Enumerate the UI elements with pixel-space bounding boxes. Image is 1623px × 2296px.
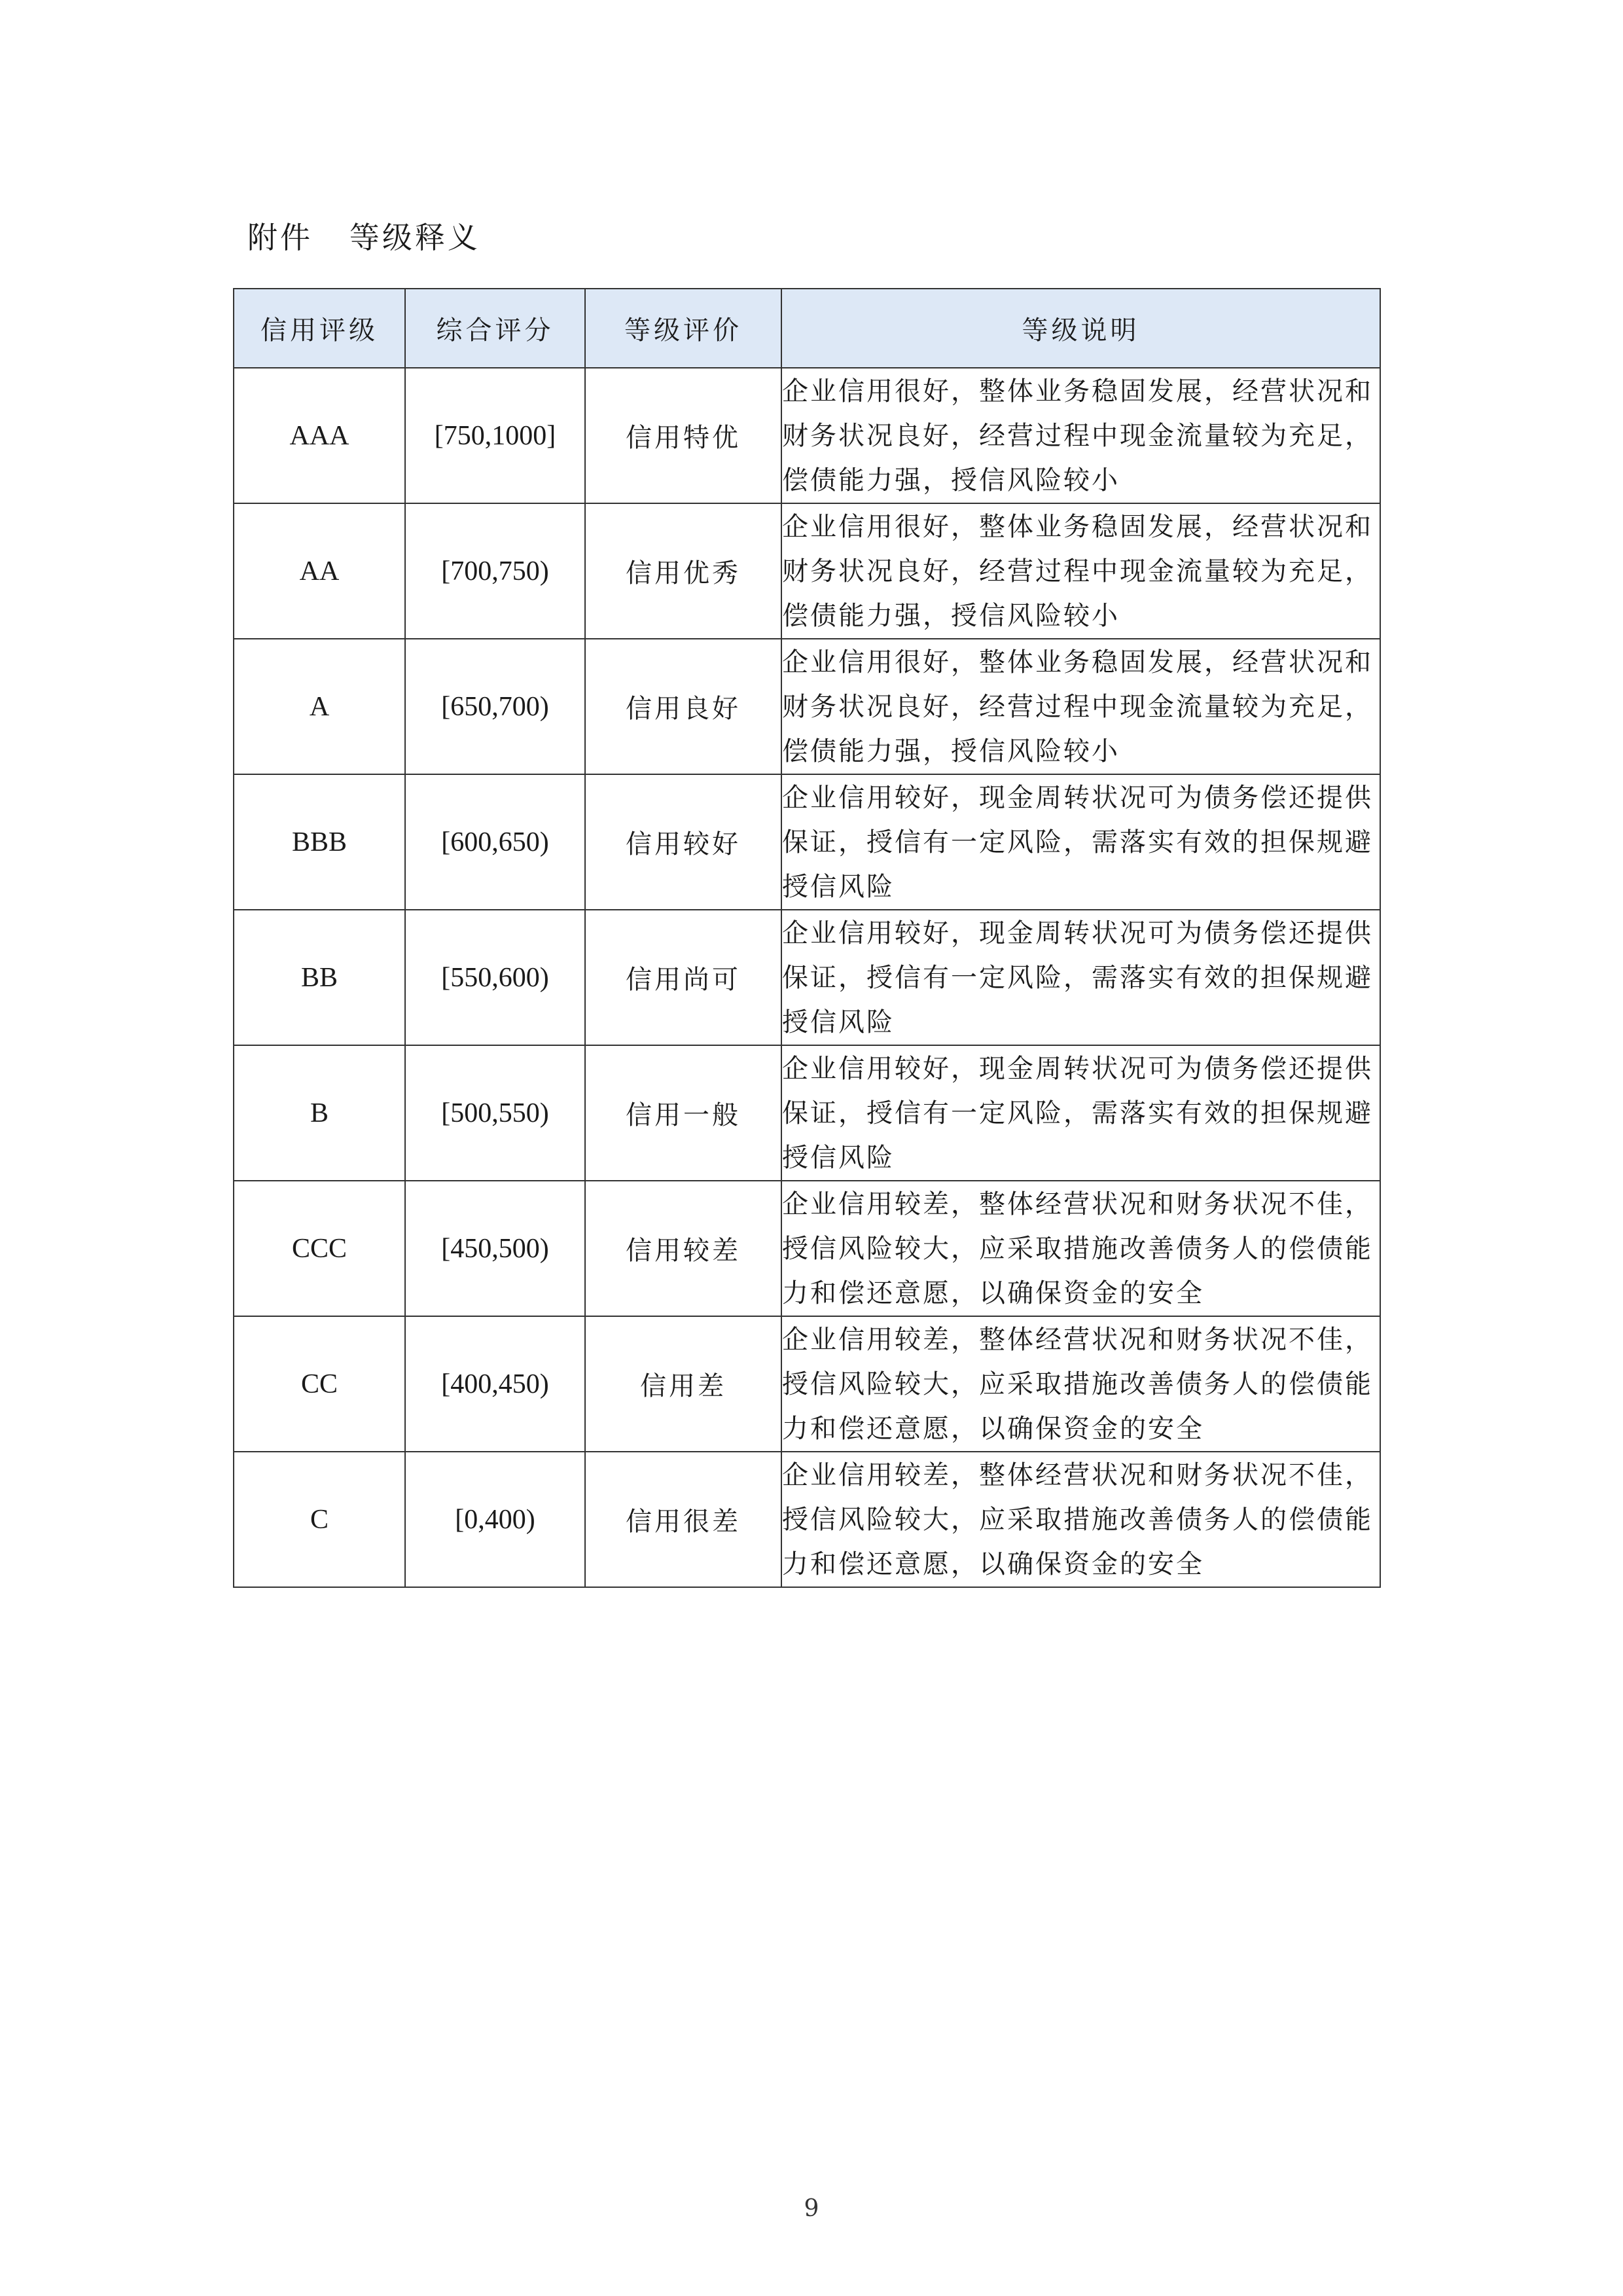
grade-evaluation-cell: 信用较好: [585, 774, 781, 910]
credit-rating-cell: AA: [234, 503, 405, 639]
document-heading: 附件 等级释义: [247, 220, 480, 255]
grade-description-cell: 企业信用较好，现金周转状况可为债务偿还提供保证，授信有一定风险，需落实有效的担保规避授信风险: [781, 1045, 1380, 1181]
grade-definition-table: [233, 288, 1381, 1588]
table-row: [234, 368, 1380, 503]
header-grade-description: 等级说明: [781, 289, 1380, 368]
credit-rating-cell: CCC: [234, 1181, 405, 1316]
composite-score-cell: [750,1000]: [405, 368, 585, 503]
grade-description-cell: 企业信用较差，整体经营状况和财务状况不佳，授信风险较大，应采取措施改善债务人的偿债能力和偿还意愿，以确保资金的安全: [781, 1452, 1380, 1587]
table-row: [234, 1181, 1380, 1316]
grade-evaluation-cell: 信用优秀: [585, 503, 781, 639]
header-row: [234, 289, 1380, 368]
grade-description-cell: 企业信用较差，整体经营状况和财务状况不佳，授信风险较大，应采取措施改善债务人的偿债能力和偿还意愿，以确保资金的安全: [781, 1316, 1380, 1452]
header-grade-evaluation: 等级评价: [585, 289, 781, 368]
composite-score-cell: [500,550): [405, 1045, 585, 1181]
table-row: [234, 1045, 1380, 1181]
grade-description-cell: 企业信用很好，整体业务稳固发展，经营状况和财务状况良好，经营过程中现金流量较为充足，偿债能力强，授信风险较小: [781, 503, 1380, 639]
composite-score-cell: [550,600): [405, 910, 585, 1045]
composite-score-cell: [400,450): [405, 1316, 585, 1452]
grade-evaluation-cell: 信用特优: [585, 368, 781, 503]
table-row: [234, 639, 1380, 774]
credit-rating-cell: BB: [234, 910, 405, 1045]
composite-score-cell: [0,400): [405, 1452, 585, 1587]
credit-rating-cell: AAA: [234, 368, 405, 503]
composite-score-cell: [650,700): [405, 639, 585, 774]
composite-score-cell: [450,500): [405, 1181, 585, 1316]
grade-evaluation-cell: 信用尚可: [585, 910, 781, 1045]
table-row: [234, 503, 1380, 639]
composite-score-cell: [600,650): [405, 774, 585, 910]
credit-rating-cell: B: [234, 1045, 405, 1181]
grade-evaluation-cell: 信用较差: [585, 1181, 781, 1316]
header-composite-score: 综合评分: [405, 289, 585, 368]
table-row: [234, 774, 1380, 910]
table-header: [234, 289, 1380, 368]
composite-score-cell: [700,750): [405, 503, 585, 639]
table-row: [234, 910, 1380, 1045]
grade-evaluation-cell: 信用差: [585, 1316, 781, 1452]
grade-description-cell: 企业信用较好，现金周转状况可为债务偿还提供保证，授信有一定风险，需落实有效的担保规避授信风险: [781, 910, 1380, 1045]
page-number: 9: [804, 2195, 819, 2222]
grade-description-cell: 企业信用较好，现金周转状况可为债务偿还提供保证，授信有一定风险，需落实有效的担保规避授信风险: [781, 774, 1380, 910]
grade-description-cell: 企业信用很好，整体业务稳固发展，经营状况和财务状况良好，经营过程中现金流量较为充足，偿债能力强，授信风险较小: [781, 368, 1380, 503]
table-body: [234, 368, 1380, 1587]
credit-rating-cell: C: [234, 1452, 405, 1587]
grade-description-cell: 企业信用较差，整体经营状况和财务状况不佳，授信风险较大，应采取措施改善债务人的偿债能力和偿还意愿，以确保资金的安全: [781, 1181, 1380, 1316]
credit-rating-cell: BBB: [234, 774, 405, 910]
table-row: [234, 1452, 1380, 1587]
grade-evaluation-cell: 信用很差: [585, 1452, 781, 1587]
grade-description-cell: 企业信用很好，整体业务稳固发展，经营状况和财务状况良好，经营过程中现金流量较为充足，偿债能力强，授信风险较小: [781, 639, 1380, 774]
credit-rating-cell: CC: [234, 1316, 405, 1452]
credit-rating-cell: A: [234, 639, 405, 774]
grade-evaluation-cell: 信用良好: [585, 639, 781, 774]
table-row: [234, 1316, 1380, 1452]
header-credit-rating: 信用评级: [234, 289, 405, 368]
grade-evaluation-cell: 信用一般: [585, 1045, 781, 1181]
